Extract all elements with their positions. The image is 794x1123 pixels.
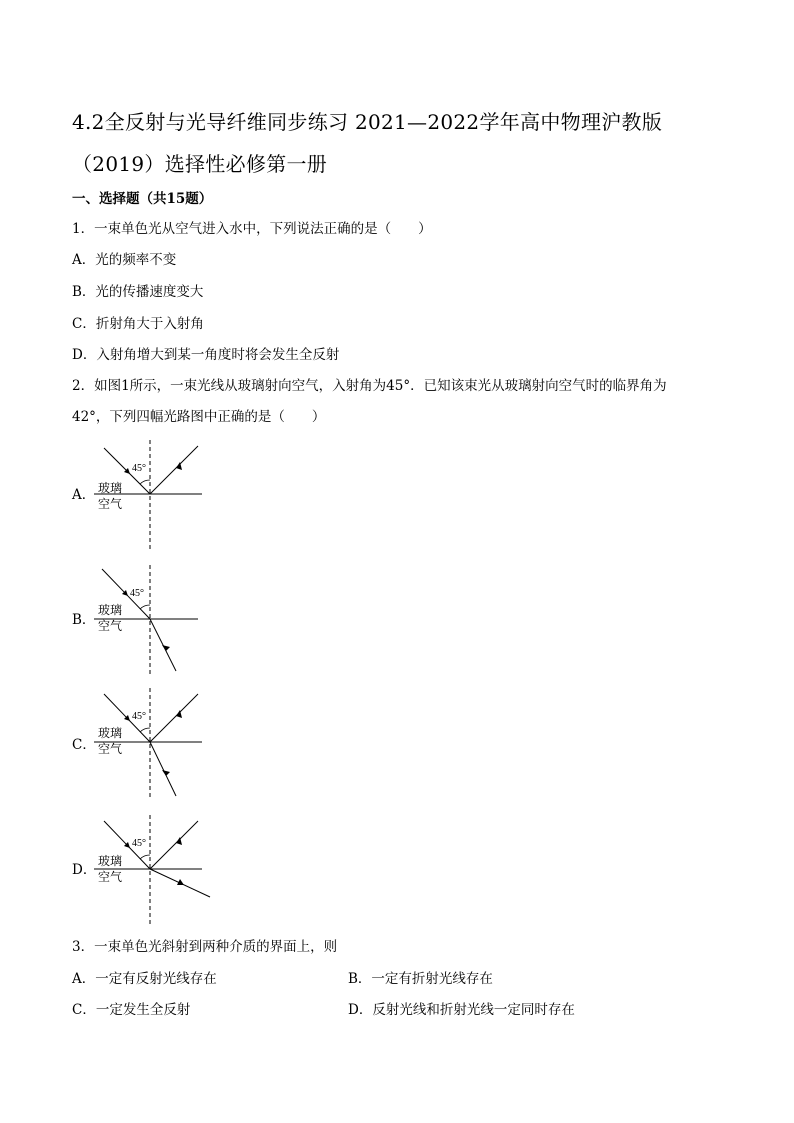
question-2-option-c-diagram	[94, 688, 234, 798]
question-3-option-d: D．反射光线和折射光线一定同时存在	[348, 1002, 575, 1018]
angle-label: 45°	[132, 711, 146, 722]
reflected-ray	[150, 694, 198, 742]
question-2-option-c-label: C．	[72, 737, 96, 753]
angle-label: 45°	[130, 588, 144, 599]
question-3-stem: 3．一束单色光斜射到两种介质的界面上，则	[72, 939, 338, 955]
question-1-option-b: B．光的传播速度变大	[72, 284, 204, 300]
question-3-option-c: C．一定发生全反射	[72, 1002, 191, 1018]
light-path-diagram-d	[94, 815, 234, 925]
light-path-diagram-a	[94, 440, 234, 550]
question-2-option-a-diagram	[94, 440, 234, 550]
air-label: 空气	[98, 619, 123, 633]
refracted-ray	[150, 742, 176, 796]
refracted-arrow	[162, 645, 170, 651]
angle-arc	[140, 480, 150, 484]
question-2-option-b-label: B．	[72, 612, 96, 628]
question-2-stem-line-2: 42°，下列四幅光路图中正确的是（ ）	[72, 409, 326, 425]
glass-label: 玻璃	[98, 603, 123, 617]
question-1-option-a: A．光的频率不变	[72, 252, 177, 268]
angle-arc	[140, 605, 150, 609]
refracted-ray	[150, 619, 176, 671]
glass-label: 玻璃	[98, 481, 123, 495]
light-path-diagram-b	[94, 565, 234, 675]
document-title-line-2: （2019）选择性必修第一册	[72, 152, 328, 176]
refracted-arrow	[162, 770, 170, 776]
document-title-line-1: 4.2全反射与光导纤维同步练习 2021—2022学年高中物理沪教版	[72, 110, 663, 134]
question-3-option-a: A．一定有反射光线存在	[72, 971, 217, 987]
section-heading: 一、选择题（共15题）	[72, 191, 213, 207]
air-label: 空气	[98, 742, 123, 756]
question-2-option-a-label: A．	[72, 487, 96, 503]
glass-label: 玻璃	[98, 726, 123, 740]
question-1-option-c: C．折射角大于入射角	[72, 316, 204, 332]
question-3-option-b: B．一定有折射光线存在	[348, 971, 493, 987]
glass-label: 玻璃	[98, 854, 123, 868]
question-2-option-d-label: D．	[72, 862, 97, 878]
reflected-ray	[150, 446, 198, 494]
question-2-stem-line-1: 2．如图1所示，一束光线从玻璃射向空气，入射角为45°．已知该束光从玻璃射向空气时的临界角为	[72, 378, 667, 394]
question-2-option-d-diagram	[94, 815, 234, 925]
light-path-diagram-c	[94, 688, 234, 798]
question-1-stem: 1．一束单色光从空气进入水中，下列说法正确的是（ ）	[72, 221, 432, 237]
angle-label: 45°	[132, 463, 146, 474]
angle-label: 45°	[132, 838, 146, 849]
air-label: 空气	[98, 870, 123, 884]
question-2-option-b-diagram	[94, 565, 234, 675]
air-label: 空气	[98, 497, 123, 511]
question-1-option-d: D．入射角增大到某一角度时将会发生全反射	[72, 347, 340, 363]
angle-arc	[140, 855, 150, 859]
reflected-ray	[150, 821, 198, 869]
angle-arc	[140, 728, 150, 732]
